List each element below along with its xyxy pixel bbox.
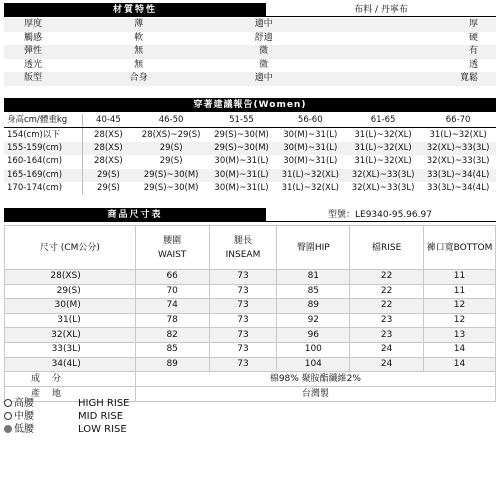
circle-icon xyxy=(4,412,12,420)
property-low: 無 xyxy=(86,45,192,59)
legend-item xyxy=(4,397,164,410)
legend-label-en: LOW RISE xyxy=(78,424,127,435)
material-row xyxy=(4,59,496,73)
composition-label: 成分 xyxy=(5,372,136,387)
material-row xyxy=(4,72,496,86)
size-row xyxy=(5,299,496,314)
legend-item xyxy=(4,423,164,436)
hip-cell: 96 xyxy=(277,328,350,343)
property-high: 厚 xyxy=(336,18,496,32)
size-cell: 32(XL) xyxy=(5,328,136,343)
suggested-size-cell: 30(M)~31(L) xyxy=(283,156,338,167)
weight-range-header: 46-50 xyxy=(134,114,208,128)
size-row xyxy=(5,342,496,357)
material-row xyxy=(4,45,496,59)
height-range-cell: 170-174(cm) xyxy=(4,182,82,195)
suggested-size-cell: 29(S)~30(M) xyxy=(214,129,269,140)
size-row xyxy=(5,328,496,343)
weight-range-header: 61-65 xyxy=(346,114,420,128)
suggested-size-cell: 31(L)~32(XL) xyxy=(429,129,487,140)
product-size-title: 商品尺寸表 xyxy=(4,208,266,222)
suggested-size-cell: 29(S) xyxy=(134,142,208,155)
bottom-cell: 14 xyxy=(424,357,496,372)
size-row xyxy=(5,284,496,299)
weight-range-header: 56-60 xyxy=(275,114,346,128)
suggested-size-cell: 29(S)~30(M) xyxy=(143,183,199,194)
legend-item xyxy=(4,410,164,423)
origin-label: 產地 xyxy=(5,387,136,402)
suggested-size-cell: 31(L)~32(XL) xyxy=(346,142,420,155)
suggested-size-cell: 32(XL)~33(3L) xyxy=(420,142,496,155)
waist-cell: 74 xyxy=(135,299,209,314)
property-high: 透 xyxy=(468,59,478,70)
suggested-size-cell: 31(L)~32(XL) xyxy=(275,169,346,182)
property-label: 觸感 xyxy=(24,32,43,43)
suggested-size-cell: 29(S) xyxy=(159,156,183,167)
legend-label-cn: 低腰 xyxy=(14,424,34,435)
size-cell: 30(M) xyxy=(5,299,136,314)
composition-value: 棉98% 聚胺酯纖維2% xyxy=(135,372,495,387)
waist-cell: 66 xyxy=(135,270,209,285)
hip-cell: 100 xyxy=(277,342,350,357)
hip-cell: 85 xyxy=(277,284,350,299)
material-properties-section xyxy=(4,3,496,87)
size-cell: 31(L) xyxy=(5,313,136,328)
rise-cell: 22 xyxy=(350,299,424,314)
suggested-size-cell: 28(XS) xyxy=(94,129,123,140)
origin-value: 台灣製 xyxy=(135,387,495,402)
suggestion-table xyxy=(4,114,496,195)
inseam-cell: 73 xyxy=(209,328,277,343)
hip-cell: 92 xyxy=(277,313,350,328)
suggested-size-cell: 29(S) xyxy=(82,169,134,182)
size-header: 尺寸 (CM公分) xyxy=(5,226,136,270)
header-rule xyxy=(266,221,496,222)
inseam-header xyxy=(209,226,277,270)
suggested-size-cell: 33(3L)~34(4L) xyxy=(426,183,490,194)
filled-circle-icon xyxy=(4,425,12,433)
material-table xyxy=(4,18,496,86)
bottom-cell: 12 xyxy=(424,313,496,328)
suggested-size-cell: 30(M)~31(L) xyxy=(275,142,346,155)
property-low: 軟 xyxy=(134,32,144,43)
suggested-size-cell: 29(S)~30(M) xyxy=(134,169,208,182)
waist-cell: 82 xyxy=(135,328,209,343)
suggestion-row xyxy=(4,128,496,142)
inseam-header-cn: 腿長 xyxy=(233,235,252,246)
property-mid: 微 xyxy=(192,45,336,59)
waist-cell: 89 xyxy=(135,357,209,372)
weight-range-header: 40-45 xyxy=(82,114,134,128)
legend-label-cn: 中腰 xyxy=(14,411,34,422)
inseam-header-en: INSEAM xyxy=(225,249,261,260)
suggested-size-cell: 30(M)~31(L) xyxy=(214,183,269,194)
property-low: 合身 xyxy=(86,72,192,86)
legend-label-en: MID RISE xyxy=(78,411,124,422)
suggested-size-cell: 31(L)~32(XL) xyxy=(354,129,412,140)
property-high: 硬 xyxy=(468,32,478,43)
property-mid: 適中 xyxy=(192,18,336,32)
property-high: 寬鬆 xyxy=(336,72,496,86)
bottom-cell: 12 xyxy=(424,299,496,314)
inseam-cell: 73 xyxy=(209,299,277,314)
inseam-cell: 73 xyxy=(209,357,277,372)
suggested-size-cell: 31(L)~32(XL) xyxy=(354,156,412,167)
circle-icon xyxy=(4,399,12,407)
hip-cell: 104 xyxy=(277,357,350,372)
suggestion-row xyxy=(4,169,496,182)
table-header-row xyxy=(5,226,496,270)
weight-range-header: 66-70 xyxy=(420,114,496,128)
property-high: 有 xyxy=(336,45,496,59)
product-size-table xyxy=(4,225,496,402)
waist-cell: 85 xyxy=(135,342,209,357)
product-size-section xyxy=(4,208,496,399)
suggested-size-cell: 31(L)~32(XL) xyxy=(281,183,339,194)
size-cell: 29(S) xyxy=(5,284,136,299)
inseam-cell: 73 xyxy=(209,313,277,328)
inseam-cell: 73 xyxy=(209,270,277,285)
height-range-cell: 155-159(cm) xyxy=(4,142,82,155)
property-label: 彈性 xyxy=(4,45,86,59)
property-low: 無 xyxy=(134,59,144,70)
weight-range-header: 51-55 xyxy=(208,114,274,128)
suggested-size-cell: 32(XL)~33(3L) xyxy=(426,156,490,167)
suggested-size-cell: 29(S) xyxy=(96,183,120,194)
suggested-size-cell: 28(XS)~29(S) xyxy=(141,129,201,140)
material-row xyxy=(4,18,496,32)
suggested-size-cell: 33(3L)~34(4L) xyxy=(420,169,496,182)
fabric-label: 布料 / 丹寧布 xyxy=(354,5,408,15)
property-label: 透光 xyxy=(24,59,43,70)
model-number: 型號：LE9340-95.96.97 xyxy=(328,210,432,220)
property-label: 版型 xyxy=(4,72,86,86)
size-row xyxy=(5,313,496,328)
rise-cell: 22 xyxy=(350,270,424,285)
material-row xyxy=(4,32,496,46)
hip-cell: 81 xyxy=(277,270,350,285)
suggestion-row xyxy=(4,142,496,155)
rise-legend xyxy=(4,397,164,436)
suggestion-row xyxy=(4,182,496,195)
suggested-size-cell: 30(M)~31(L) xyxy=(208,169,274,182)
suggested-size-cell: 32(XL)~33(3L) xyxy=(346,169,420,182)
rise-cell: 23 xyxy=(350,328,424,343)
hip-cell: 89 xyxy=(277,299,350,314)
waist-header-en: WAIST xyxy=(157,249,187,260)
property-mid: 微 xyxy=(259,59,269,70)
size-suggestion-section xyxy=(4,98,496,200)
height-weight-header: 身高cm/體重kg xyxy=(4,114,82,128)
property-mid: 適中 xyxy=(192,72,336,86)
rise-cell: 22 xyxy=(350,284,424,299)
bottom-cell: 11 xyxy=(424,270,496,285)
suggested-size-cell: 29(S)~30(M) xyxy=(208,142,274,155)
header-rule xyxy=(266,16,496,17)
suggestion-header-row xyxy=(4,114,496,128)
bottom-cell: 13 xyxy=(424,328,496,343)
waist-header xyxy=(135,226,209,270)
suggestion-row xyxy=(4,155,496,168)
suggestion-title: 穿著建議報告(Women) xyxy=(4,98,496,112)
size-row xyxy=(5,270,496,285)
size-cell: 28(XS) xyxy=(5,270,136,285)
legend-label-en: HIGH RISE xyxy=(78,398,130,409)
suggested-size-cell: 32(XL)~33(3L) xyxy=(351,183,415,194)
suggested-size-cell: 30(M)~31(L) xyxy=(283,129,338,140)
legend-label-cn: 高腰 xyxy=(14,398,34,409)
material-title: 材質特性 xyxy=(4,3,266,17)
rise-header: 檔RISE xyxy=(350,226,424,270)
waist-cell: 70 xyxy=(135,284,209,299)
suggested-size-cell: 28(XS) xyxy=(94,156,123,167)
composition-row xyxy=(5,372,496,387)
height-range-cell: 165-169(cm) xyxy=(4,169,82,182)
bottom-cell: 14 xyxy=(424,342,496,357)
rise-cell: 24 xyxy=(350,357,424,372)
property-mid: 舒適 xyxy=(254,32,273,43)
suggested-size-cell: 28(XS) xyxy=(82,142,134,155)
height-range-cell: 154(cm)以下 xyxy=(4,128,82,142)
inseam-cell: 73 xyxy=(209,284,277,299)
rise-cell: 23 xyxy=(350,313,424,328)
rise-cell: 24 xyxy=(350,342,424,357)
size-row xyxy=(5,357,496,372)
property-label: 厚度 xyxy=(4,18,86,32)
waist-header-cn: 腰圍 xyxy=(163,235,182,246)
hip-header: 臀圍HIP xyxy=(277,226,350,270)
suggested-size-cell: 30(M)~31(L) xyxy=(214,156,269,167)
waist-cell: 78 xyxy=(135,313,209,328)
bottom-header: 褲口寬BOTTOM xyxy=(424,226,496,270)
property-low: 薄 xyxy=(86,18,192,32)
inseam-cell: 73 xyxy=(209,342,277,357)
bottom-cell: 11 xyxy=(424,284,496,299)
height-range-cell: 160-164(cm) xyxy=(4,155,82,168)
size-cell: 33(3L) xyxy=(5,342,136,357)
size-cell: 34(4L) xyxy=(5,357,136,372)
